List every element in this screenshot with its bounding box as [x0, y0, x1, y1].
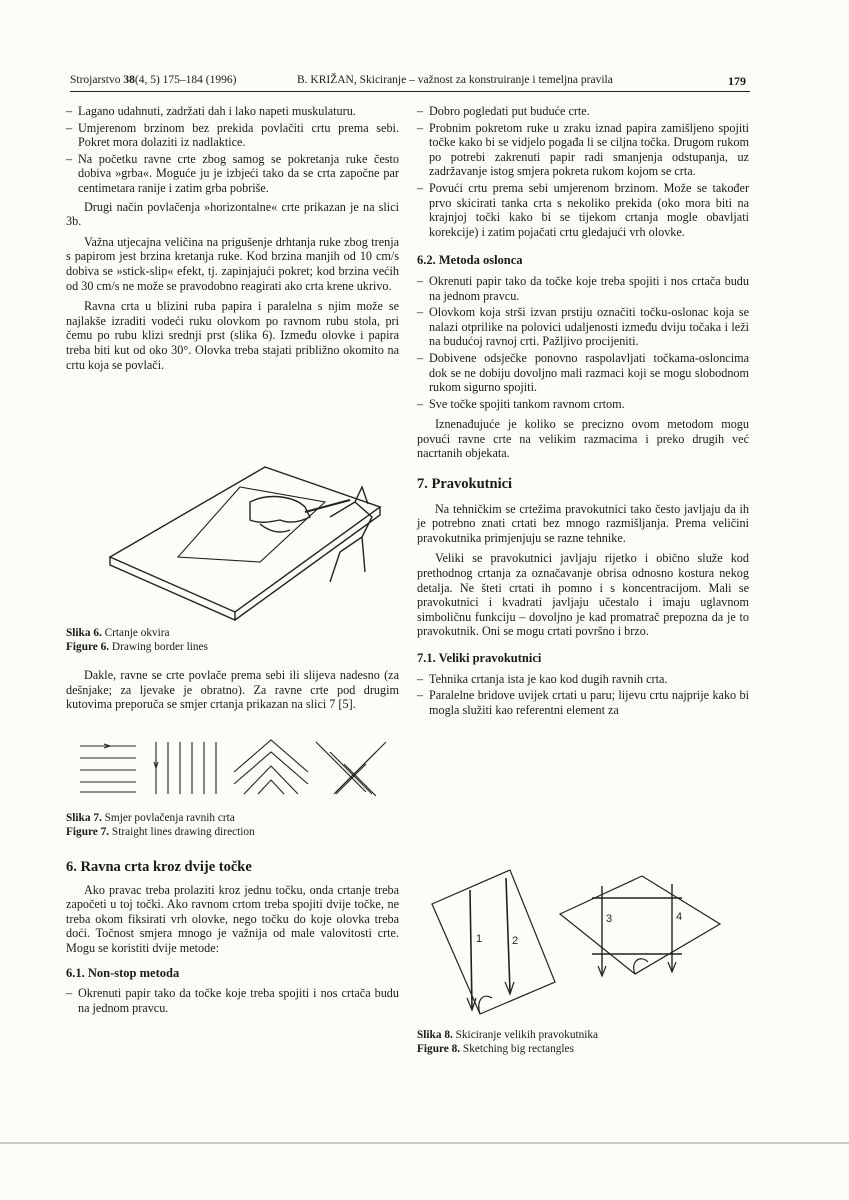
figure-6-drawing	[100, 462, 390, 622]
left-column-mid	[66, 668, 399, 718]
list-item: – Probnim pokretom ruke u zraku iznad papira zamišljeno spojiti točke kako bi se vidjelo pogađa li se ciljna točka. Drugom rukom po potrebi zakrenuti papir radi smanjenja odstupanja, uz zadržavanje istog smjera pokreta rukom kojom se crta.	[417, 121, 749, 179]
journal-citation: Strojarstvo 38(4, 5) 175–184 (1996)	[70, 74, 237, 86]
list-item: – Tehnika crtanja ista je kao kod dugih ravnih crta.	[417, 672, 749, 687]
subsection-heading: 6.2. Metoda oslonca	[417, 253, 523, 268]
list-item: – Lagano udahnuti, zadržati dah i lako napeti muskulaturu.	[66, 104, 399, 119]
paragraph: Veliki se pravokutnici javljaju rijetko i obično služe kod prethodnog crtanja za označavanje obrisa odnosno kostura nekog detalja. Ne šteti crtati ih pomno i s koncentracijom. Mali se pravokutnici i kvadrati javljaju učestalo i imaju uglavnom simboličnu funkciju – dovoljno je kad promatrač prepozna da je to pravokutnik. Oni se mogu crtati površno i brzo.	[417, 551, 749, 639]
left-bullet-list	[66, 986, 399, 1015]
figure-8-caption: Slika 8. Skiciranje velikih pravokutnika Figure 8. Sketching big rectangles	[417, 1029, 599, 1055]
list-item: – Okrenuti papir tako da točke koje treba spojiti i nos crtača budu na jednom pravcu.	[66, 986, 399, 1015]
paragraph: Drugi način povlačenja »horizontalne« crte prikazan je na slici 3b.	[66, 199, 399, 229]
page-number: 179	[728, 74, 746, 88]
figure-8-number: 4	[676, 911, 683, 923]
list-item: – Olovkom koja strši izvan prstiju označiti točku-oslonac koja se nalazi otprilike na polovici udaljenosti između dviju točaka i leži na budućoj ravnoj crti. Pažljivo procijeniti.	[417, 305, 749, 349]
subsection-heading: 6.1. Non-stop metoda	[66, 965, 180, 980]
figure-8-drawing	[420, 862, 750, 1022]
figure-8-number: 1	[476, 933, 483, 945]
paragraph: Iznenađujuće je koliko se precizno ovom metodom mogu povući ravne crte na velikim razmacima i preko drugih već nacrtanih objekata.	[417, 417, 749, 461]
list-item: – Na početku ravne crte zbog samog se pokretanja ruke često dobiva »grba«. Moguće ju je izbjeći tako da se crta započne par centimetara ranije i zatim grba pobriše.	[66, 152, 399, 196]
right-bullet-list	[417, 104, 749, 239]
running-title: B. KRIŽAN, Skiciranje – važnost za konstruiranje i temeljna pravila	[297, 74, 613, 86]
paragraph: Dakle, ravne se crte povlače prema sebi ili slijeva nadesno (za dešnjake; za ljevake je obratno). Za ravne crte pod drugim kutovima preporuča se smjer crtanja prikazan na slici 7 [5].	[66, 668, 399, 712]
figure-7-caption: Slika 7. Smjer povlačenja ravnih crta Figure 7. Straight lines drawing direction	[66, 812, 255, 838]
right-bullet-list	[417, 274, 749, 411]
list-item: – Paralelne bridove uvijek crtati u paru; lijevu crtu najprije kako bi mogla služiti kao referentni element za	[417, 688, 749, 717]
right-column	[417, 104, 749, 719]
left-column-top	[66, 104, 399, 378]
page-bottom-edge	[0, 1142, 849, 1144]
section-heading: 6. Ravna crta kroz dvije točke	[66, 859, 252, 875]
list-item: – Dobivene odsječke ponovno raspolavljati točkama-osloncima dok se ne dobiju dovoljno mali razmaci koji se mogu slobodnom rukom sigurno spojiti.	[417, 351, 749, 395]
header-rule	[70, 91, 750, 92]
figure-6-caption: Slika 6. Crtanje okvira Figure 6. Drawing border lines	[66, 627, 208, 653]
list-item: – Umjerenom brzinom bez prekida povlačiti crtu prema sebi. Pokret mora dolaziti iz nadlaktice.	[66, 121, 399, 150]
paragraph: Na tehničkim se crtežima pravokutnici tako često javljaju da ih je potrebno znati crtati bez mnogo razmišljanja. Prema veličini pravokutnika primjenjuju se razne tehnike.	[417, 501, 749, 545]
list-item: – Dobro pogledati put buduće crte.	[417, 104, 749, 119]
figure-8-number: 2	[512, 935, 519, 947]
right-bullet-list	[417, 672, 749, 718]
list-item: – Povući crtu prema sebi umjerenom brzinom. Može se također prvo skicirati tanka crta s nekoliko prekida (oko mora biti na krajnjoj točki kako bi se tijekom crtanja mogle obavljati korekcije) i zatim pojačati crtu gledajući vrh olovke.	[417, 181, 749, 239]
list-item: – Okrenuti papir tako da točke koje treba spojiti i nos crtača budu na jednom pravcu.	[417, 274, 749, 303]
list-item: – Sve točke spojiti tankom ravnom crtom.	[417, 397, 749, 412]
subsection-heading: 7.1. Veliki pravokutnici	[417, 651, 542, 665]
section-heading: 7. Pravokutnici	[417, 476, 513, 493]
left-column-bottom	[66, 860, 399, 1017]
figure-8-number: 3	[606, 913, 613, 925]
paragraph: Ako pravac treba prolaziti kroz jednu točku, onda crtanje treba započeti u toj točki. Ako ravnom crtom treba spojiti dvije točke, ne treba okom fiksirati vrh olovke, nego točku do koje olovka treba doći. Točnost smjera mnogo je važnija od male valovitosti crte. Mogu se koristiti dvije metode:	[66, 882, 399, 955]
figure-7-drawing	[76, 738, 394, 796]
paragraph: Ravna crta u blizini ruba papira i paralelna s njim može se najlakše izraditi vodeći ruku olovkom po ravnom rubu stola, pri čemu po rubu klizi srednji prst (slika 6). Između olovke i papira treba biti kut od oko 30°. Olovka treba stajati približno okomito na crtu koja se povlači.	[66, 299, 399, 372]
paragraph: Važna utjecajna veličina na prigušenje drhtanja ruke zbog trenja s papirom jest brzina kretanja ruke. Kod brzina manjih od 10 cm/s dobiva se »stick-slip« efekt, tj. zapinjajući pokret; kod brzina većih od 30 cm/s ne može se pravodobno reagirati ako crta krene ukrivo.	[66, 234, 399, 293]
left-bullet-list	[66, 104, 399, 196]
